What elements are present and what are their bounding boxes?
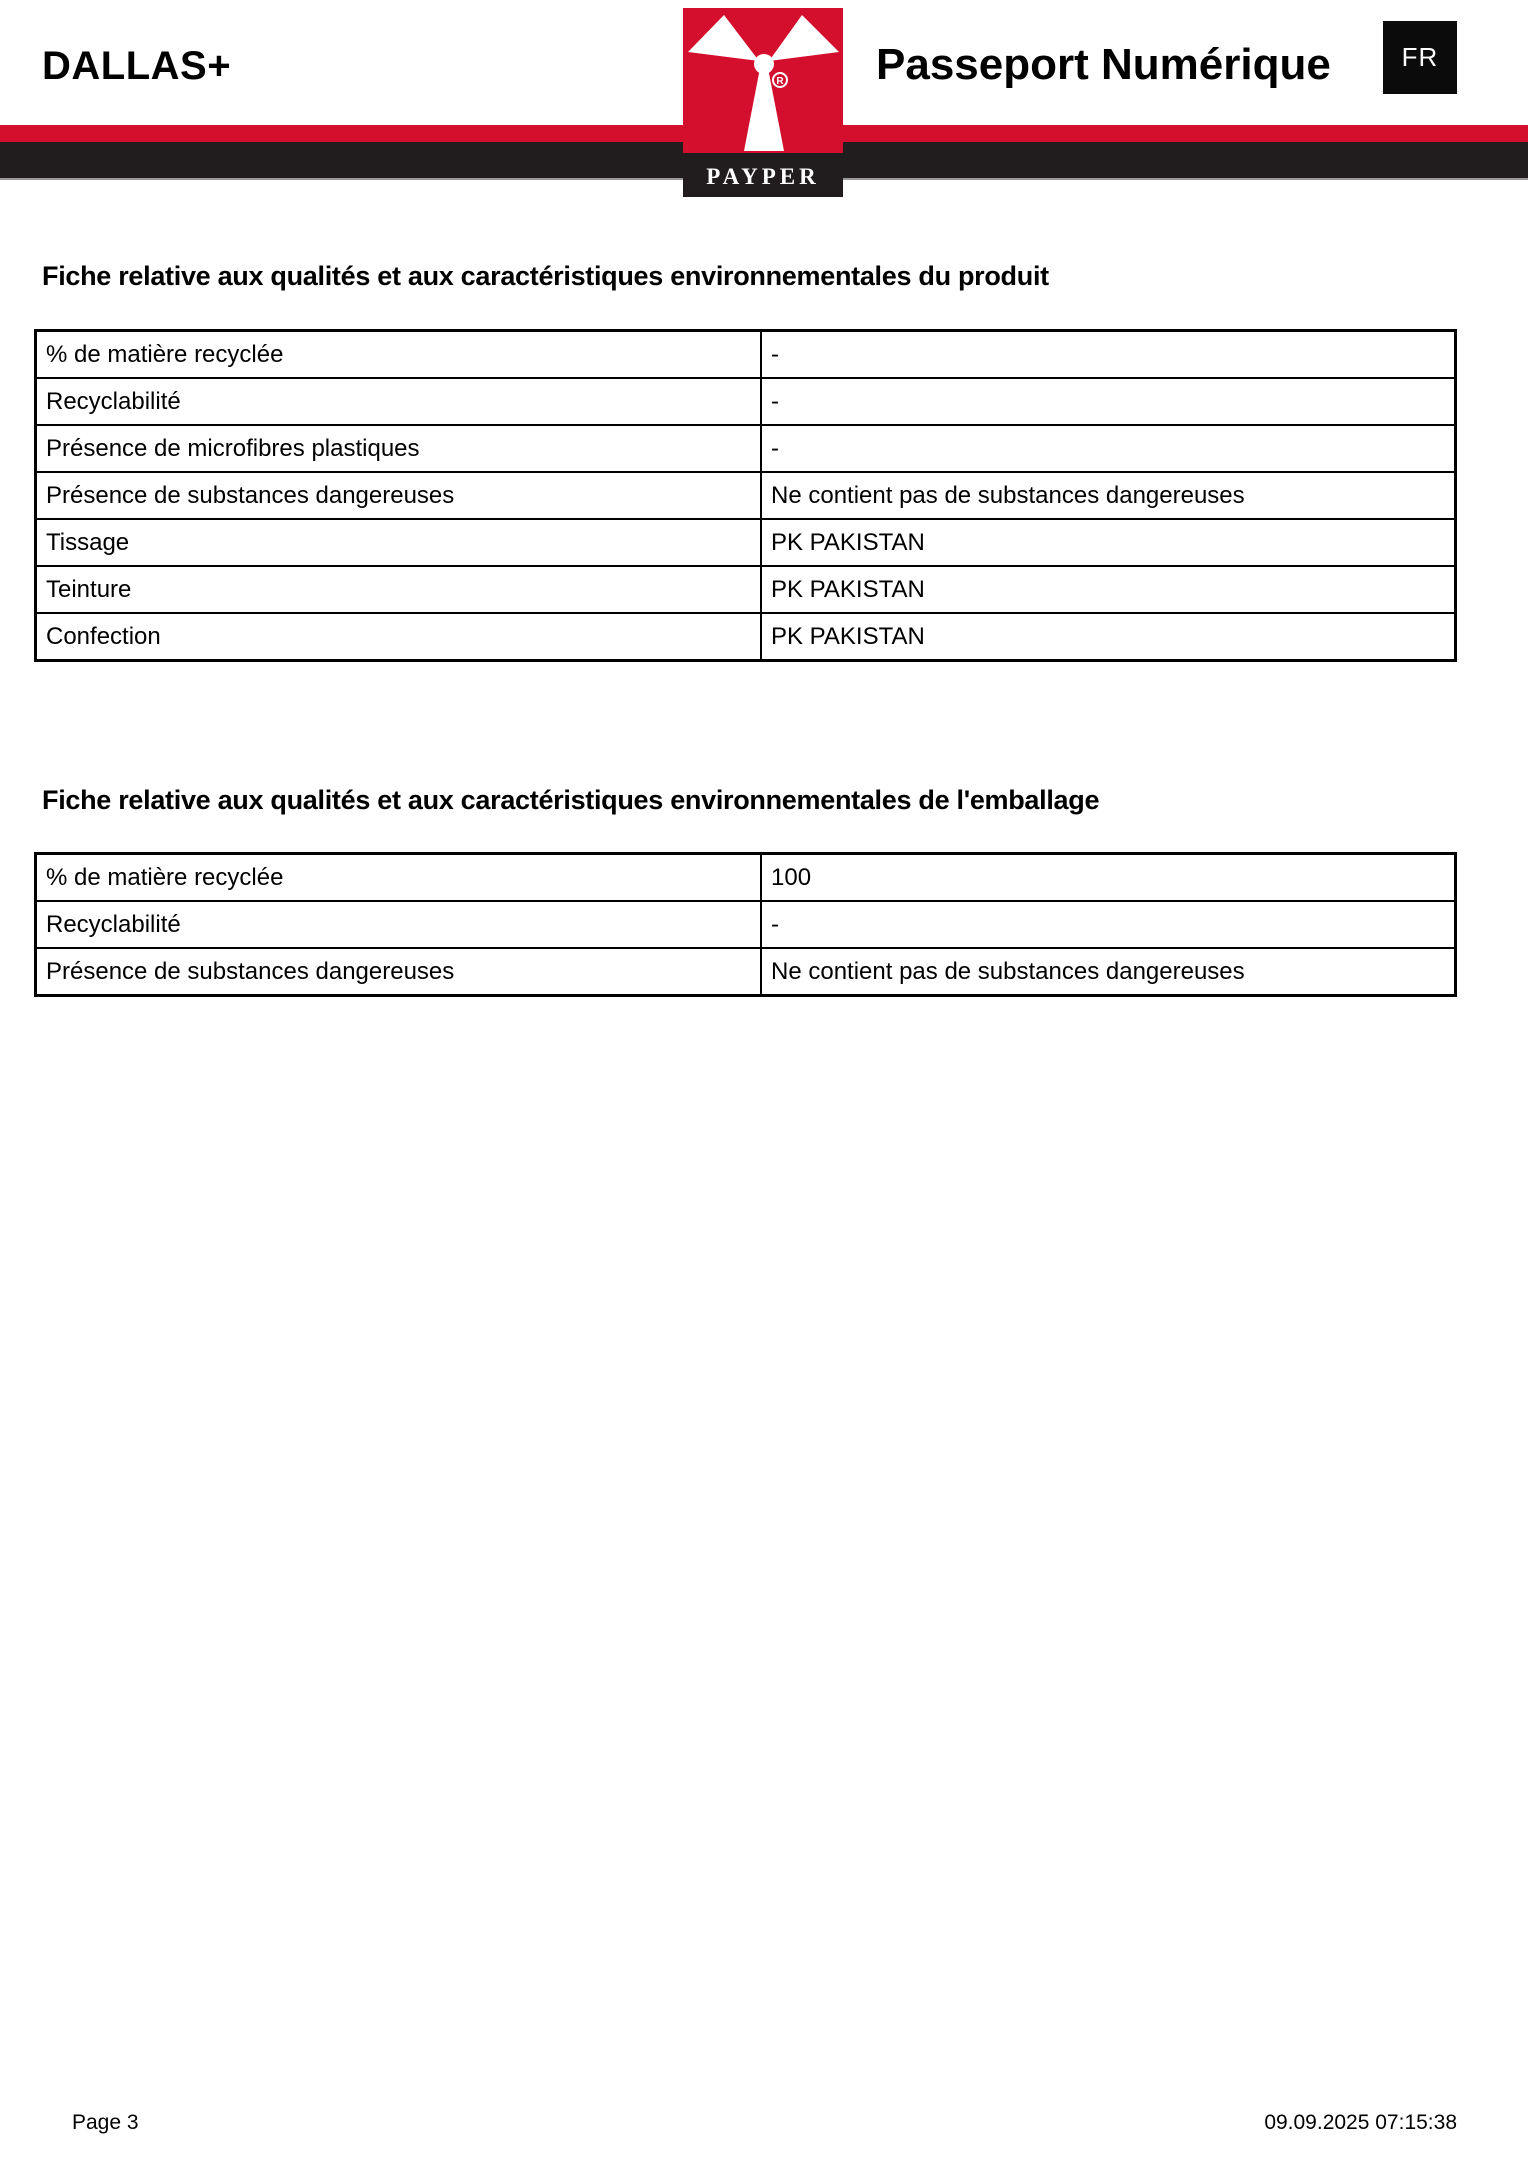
row-label-cell: % de matière recyclée	[36, 331, 762, 379]
row-value-cell: -	[761, 901, 1456, 948]
row-label-cell: Recyclabilité	[36, 901, 762, 948]
section-title-product: Fiche relative aux qualités et aux caractéristiques environnementales du produit	[42, 261, 1049, 291]
table-row	[36, 519, 1456, 566]
row-label-cell: Tissage	[36, 519, 762, 566]
row-label-cell: Présence de substances dangereuses	[36, 948, 762, 996]
page-number: Page 3	[72, 2111, 139, 2134]
row-value-cell: Ne contient pas de substances dangereuses	[761, 948, 1456, 996]
row-value-cell: 100	[761, 854, 1456, 902]
table-row	[36, 331, 1456, 379]
document-title: Passeport Numérique	[876, 40, 1331, 89]
row-label-cell: Confection	[36, 613, 762, 661]
section-title-packaging: Fiche relative aux qualités et aux caractéristiques environnementales de l'emballage	[42, 785, 1100, 815]
row-label-cell: Présence de microfibres plastiques	[36, 425, 762, 472]
language-badge	[1383, 21, 1457, 94]
row-value-cell: -	[761, 425, 1456, 472]
table-row	[36, 901, 1456, 948]
product-name: DALLAS+	[42, 44, 232, 88]
timestamp: 09.09.2025 07:15:38	[1264, 2111, 1457, 2134]
row-value-cell: -	[761, 331, 1456, 379]
row-value-cell: -	[761, 378, 1456, 425]
table-row	[36, 948, 1456, 996]
table-row	[36, 472, 1456, 519]
row-label-cell: Présence de substances dangereuses	[36, 472, 762, 519]
packaging-spec-table	[34, 852, 1457, 997]
row-value-cell: PK PAKISTAN	[761, 613, 1456, 661]
registered-mark-letter: R	[776, 76, 784, 87]
table-row	[36, 613, 1456, 661]
row-value-cell: PK PAKISTAN	[761, 566, 1456, 613]
table-row	[36, 378, 1456, 425]
row-value-cell: Ne contient pas de substances dangereuses	[761, 472, 1456, 519]
row-label-cell: Teinture	[36, 566, 762, 613]
logo-wordmark: PAYPER	[706, 164, 820, 189]
row-value-cell: PK PAKISTAN	[761, 519, 1456, 566]
row-label-cell: % de matière recyclée	[36, 854, 762, 902]
language-badge-label: FR	[1401, 42, 1439, 72]
payper-logo	[683, 8, 843, 197]
table-row	[36, 425, 1456, 472]
table-row	[36, 566, 1456, 613]
table-row	[36, 854, 1456, 902]
row-label-cell: Recyclabilité	[36, 378, 762, 425]
product-spec-table	[34, 329, 1457, 662]
